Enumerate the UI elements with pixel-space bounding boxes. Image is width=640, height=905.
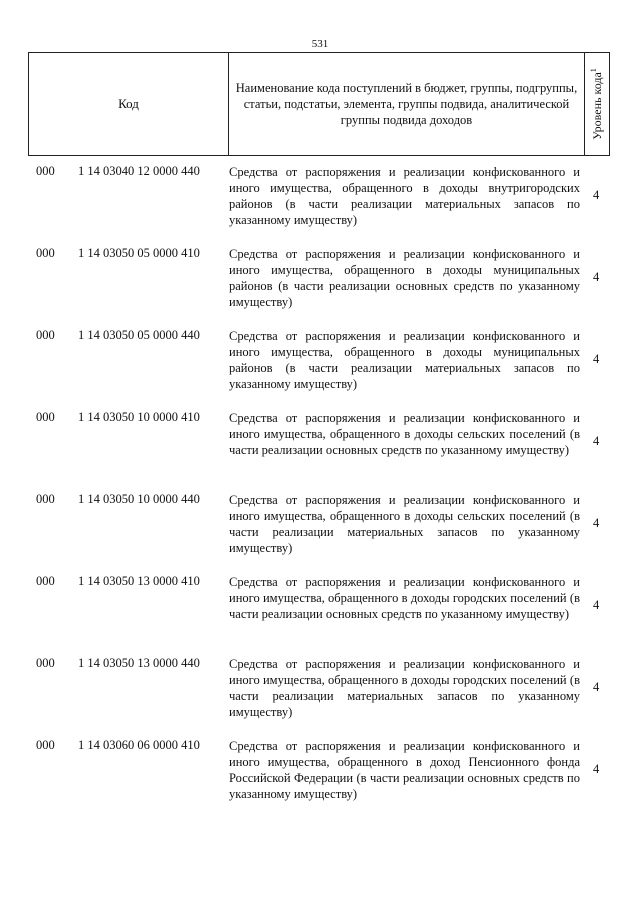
header-level-label — [589, 68, 605, 140]
code-level: 4 — [593, 680, 600, 694]
income-code: 1 14 03040 12 0000 440 — [78, 164, 200, 178]
admin-code: 000 — [36, 328, 55, 342]
income-name: Средства от распоряжения и реализации конфискованного и иного имущества, обращенного в доходы городских поселений (в части реализации материальных запасов по указанному имуществу) — [229, 657, 580, 719]
admin-code: 000 — [36, 574, 55, 588]
income-code: 1 14 03060 06 0000 410 — [78, 738, 200, 752]
income-name: Средства от распоряжения и реализации конфискованного и иного имущества, обращенного в доходы внутригородских районов (в части реализации материальных запасов по указанному имуществу) — [229, 165, 580, 227]
code-level: 4 — [593, 434, 600, 448]
table-body — [28, 160, 610, 816]
table-row — [28, 570, 610, 652]
header-level — [585, 53, 609, 155]
table-row — [28, 406, 610, 488]
income-name: Средства от распоряжения и реализации конфискованного и иного имущества, обращенного в доходы сельских поселений (в части реализации материальных запасов по указанному имуществу) — [229, 493, 580, 555]
income-name: Средства от распоряжения и реализации конфискованного и иного имущества, обращенного в доход Пенсионного фонда Российской Федерации (в части реализации основных средств по указанному имуществу) — [229, 739, 580, 801]
table-row — [28, 160, 610, 242]
income-code: 1 14 03050 10 0000 440 — [78, 492, 200, 506]
code-level: 4 — [593, 516, 600, 530]
header-level-footnote: 1 — [589, 68, 598, 73]
code-level: 4 — [593, 352, 600, 366]
income-name: Средства от распоряжения и реализации конфискованного и иного имущества, обращенного в доходы сельских поселений (в части реализации основных средств по указанному имуществу) — [229, 411, 580, 457]
header-code: Код — [29, 53, 229, 155]
income-code: 1 14 03050 05 0000 440 — [78, 328, 200, 342]
table-row — [28, 652, 610, 734]
income-code: 1 14 03050 13 0000 410 — [78, 574, 200, 588]
code-level: 4 — [593, 188, 600, 202]
table-row — [28, 734, 610, 816]
income-code: 1 14 03050 10 0000 410 — [78, 410, 200, 424]
code-level: 4 — [593, 270, 600, 284]
table-row — [28, 488, 610, 570]
admin-code: 000 — [36, 656, 55, 670]
table-header — [28, 52, 610, 156]
admin-code: 000 — [36, 164, 55, 178]
income-code: 1 14 03050 05 0000 410 — [78, 246, 200, 260]
income-name: Средства от распоряжения и реализации конфискованного и иного имущества, обращенного в доходы муниципальных районов (в части реализации материальных запасов по указанному имуществу) — [229, 329, 580, 391]
admin-code: 000 — [36, 410, 55, 424]
admin-code: 000 — [36, 492, 55, 506]
admin-code: 000 — [36, 738, 55, 752]
admin-code: 000 — [36, 246, 55, 260]
income-name: Средства от распоряжения и реализации конфискованного и иного имущества, обращенного в доходы городских поселений (в части реализации основных средств по указанному имуществу) — [229, 575, 580, 621]
income-code: 1 14 03050 13 0000 440 — [78, 656, 200, 670]
header-level-text: Уровень кода — [590, 72, 604, 140]
page-number: 531 — [311, 38, 329, 50]
code-level: 4 — [593, 598, 600, 612]
table-row — [28, 324, 610, 406]
code-level: 4 — [593, 762, 600, 776]
income-name: Средства от распоряжения и реализации конфискованного и иного имущества, обращенного в доходы муниципальных районов (в части реализации основных средств по указанному имуществу) — [229, 247, 580, 309]
table-row — [28, 242, 610, 324]
header-name: Наименование кода поступлений в бюджет, группы, подгруппы, статьи, подстатьи, элемента, группы подвида, аналитической группы подвида доходов — [229, 53, 585, 155]
